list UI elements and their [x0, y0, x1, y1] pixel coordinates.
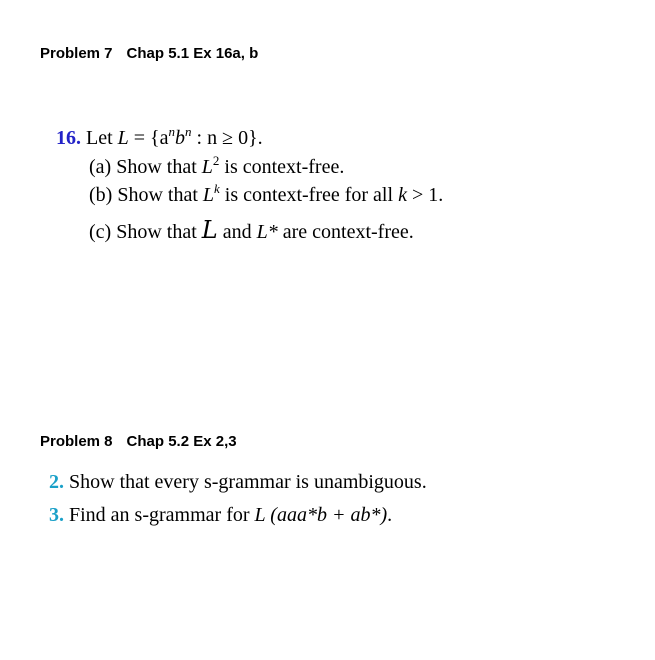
- part-c-math-L: L: [201, 216, 218, 244]
- exercise-number: 16.: [56, 127, 81, 149]
- exercise-3-end: .: [387, 504, 393, 526]
- problem-7-chapter: Chap 5.1 Ex 16a, b: [126, 45, 259, 62]
- intro-math-L: L: [117, 127, 129, 149]
- intro-sup-n2: n: [185, 124, 192, 139]
- part-c-text: (c) Show that: [89, 221, 202, 243]
- exercise-3-math-expr: (aaa*b + ab*): [265, 504, 388, 526]
- intro-sup-n1: n: [168, 124, 176, 139]
- part-b-end: is context-free for all: [219, 184, 399, 206]
- part-a-end: is context-free.: [219, 156, 345, 178]
- part-c-math-Lstar: L*: [256, 221, 278, 243]
- problem-7-label: Problem 7: [40, 45, 113, 62]
- intro-condition: : n ≥ 0}.: [191, 127, 263, 149]
- part-b-math: L: [202, 184, 215, 206]
- part-b-sup: k: [214, 181, 220, 196]
- exercise-2-number: 2.: [49, 471, 64, 493]
- exercise-2: [49, 471, 427, 494]
- problem-8-heading: [40, 433, 237, 450]
- problem-8-chapter: Chap 5.2 Ex 2,3: [126, 433, 237, 450]
- exercise-16-part-a: [89, 153, 345, 179]
- exercise-16-part-b: [89, 181, 444, 207]
- part-c-and: and: [217, 221, 257, 243]
- exercise-16-intro: [56, 124, 263, 150]
- part-a-text: (a) Show that: [89, 156, 202, 178]
- intro-def-open: = {a: [133, 127, 169, 149]
- exercise-3: [49, 504, 392, 527]
- exercise-2-text: Show that every s-grammar is unambiguous.: [69, 471, 427, 493]
- problem-7-heading: [40, 45, 258, 62]
- exercise-3-number: 3.: [49, 504, 64, 526]
- part-b-text: (b) Show that: [89, 184, 203, 206]
- problem-8-label: Problem 8: [40, 433, 113, 450]
- part-b-var: k: [398, 184, 407, 206]
- part-a-sup: 2: [212, 153, 220, 168]
- intro-def: [129, 124, 263, 149]
- intro-b: b: [175, 127, 186, 149]
- exercise-16-part-c: [89, 216, 414, 244]
- exercise-3-math-L: L: [254, 504, 266, 526]
- exercise-3-text: Find an s-grammar for: [69, 504, 255, 526]
- part-b-tail: > 1.: [406, 184, 444, 206]
- intro-text: Let: [86, 127, 118, 149]
- part-a-math: L: [201, 156, 213, 178]
- part-c-end: are context-free.: [277, 221, 414, 243]
